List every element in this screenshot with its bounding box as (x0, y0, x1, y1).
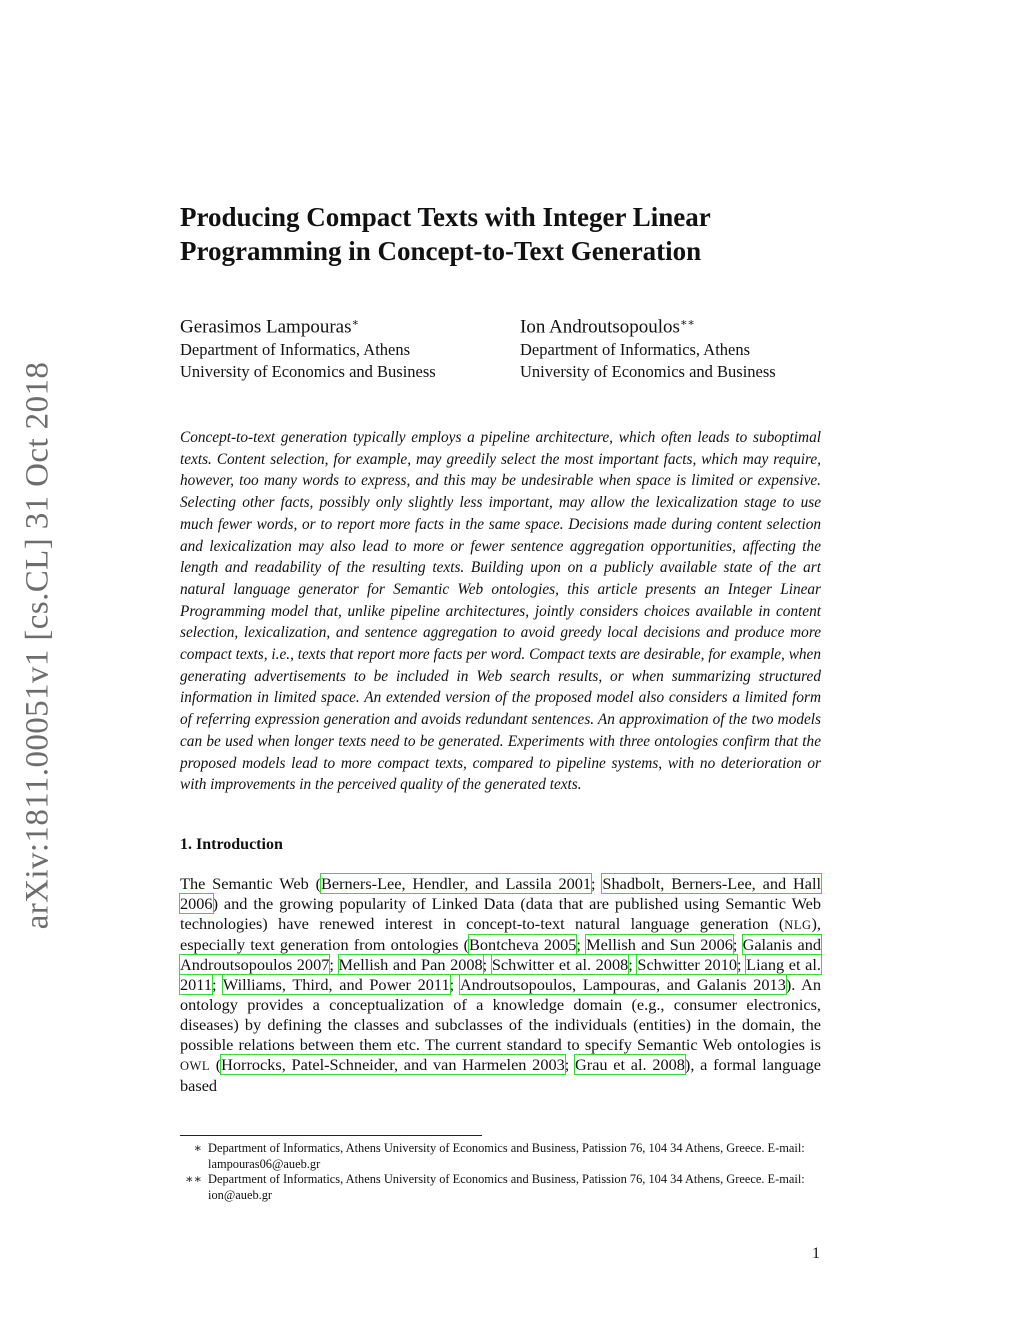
citation-link[interactable]: Androutsopoulos, Lampouras, and Galanis 2013 (459, 975, 786, 994)
author-university: University of Economics and Business (180, 361, 436, 381)
citation-separator: ; (732, 935, 743, 954)
citation-link[interactable]: Grau et al. 2008 (575, 1055, 685, 1074)
footnote (180, 1141, 821, 1172)
author-department: Department of Informatics, Athens (520, 339, 751, 359)
footnote-mark: ∗∗ (185, 1172, 202, 1186)
abstract: Concept-to-text generation typically employs a pipeline architecture, which often leads to suboptimal texts. Content selection, for example, may greedily select the most important facts, which may require, however, too many words to express, and this may be undesirable when space is limited or expensive. Selecting other facts, possibly only slightly less important, may allow the lexicalization stage to use much fewer words, or to report more facts in the same space. Decisions made during content selection and lexicalization may also lead to more or fewer sentence aggregation opportunities, affecting the length and readability of the resulting texts. Building upon on a publicly available state of the art natural language generator for Semantic Web ontologies, this article presents an Integer Linear Programming model that, unlike pipeline architectures, jointly considers choices available in content selection, lexicalization, and sentence aggregation to avoid greedy local decisions and produce more compact texts, i.e., texts that report more facts per word. Compact texts are desirable, for example, when generating advertisements to be included in Web search results, or when summarizing structured information in limited space. An extended version of the proposed model also considers a limited form of referring expression generation and avoids redundant sentences. An approximation of the two models can be used when longer texts need to be generated. Experiments with three ontologies confirm that the proposed models lead to more compact texts, compared to pipeline systems, with no deterioration or with improvements in the perceived quality of the generated texts. (180, 429, 821, 794)
citation-link[interactable]: Liang et al. 2011 (180, 955, 821, 994)
author-block-1 (180, 312, 436, 383)
title-line-2: Programming in Concept-to-Text Generation (180, 236, 702, 266)
author-footnote-mark: ∗ (351, 317, 359, 329)
author-department: Department of Informatics, Athens (180, 339, 411, 359)
citation-link[interactable]: Schwitter et al. 2008 (491, 955, 629, 974)
intro-text: ) and the growing popularity of Linked Data (data that are published using Semantic Web technologies) have renewed interest in concept-to-text natural language generation ( (180, 894, 821, 933)
footnotes (180, 1141, 821, 1203)
author-block-2 (520, 312, 776, 383)
author-university: University of Economics and Business (520, 361, 776, 381)
arxiv-identifier-text: arXiv:1811.00051v1 [cs.CL] 31 Oct 2018 (19, 361, 56, 929)
citation-link[interactable]: Galanis and Androutsopoulos 2007 (180, 935, 821, 974)
footnote-text: Department of Informatics, Athens University of Economics and Business, Patission 76, 104 34 Athens, Greece. E-mail: lampouras06@aueb.gr (208, 1141, 805, 1171)
citation-separator: ; (564, 1055, 576, 1074)
citation-link[interactable]: Williams, Third, and Power 2011 (222, 975, 450, 994)
arxiv-identifier-stamp (8, 355, 68, 935)
citation-link[interactable]: Schwitter 2010 (637, 955, 737, 974)
citation-separator: ; (736, 955, 747, 974)
citation-separator: ; (482, 955, 492, 974)
citation-separator: ; (449, 975, 460, 994)
title-line-1: Producing Compact Texts with Integer Linear (180, 202, 711, 232)
citation-link[interactable]: Bontcheva 2005 (469, 935, 577, 954)
citation-link[interactable]: Mellish and Pan 2008 (338, 955, 483, 974)
citation-link[interactable]: Mellish and Sun 2006 (586, 935, 733, 954)
citation-link[interactable]: Horrocks, Patel-Schneider, and van Harmelen 2003 (221, 1055, 565, 1074)
acronym-owl: OWL (180, 1059, 210, 1073)
intro-text: ( (209, 1055, 222, 1074)
paper-title (180, 200, 820, 268)
section-heading-introduction: 1. Introduction (180, 836, 283, 853)
intro-text: The Semantic Web ( (180, 874, 322, 893)
author-footnote-mark: ∗∗ (679, 317, 695, 329)
citation-separator: ; (211, 975, 223, 994)
introduction-paragraph (180, 874, 821, 1096)
citation-separator: ; (628, 955, 638, 974)
citation-link[interactable]: Berners-Lee, Hendler, and Lassila 2001 (321, 874, 592, 893)
footnote-rule (180, 1135, 482, 1136)
author-name: Gerasimos Lampouras (180, 316, 352, 338)
footnote-mark: ∗ (193, 1141, 202, 1155)
intro-text: ), a formal language based (180, 1055, 821, 1095)
intro-text: ), especially text generation from ontologies ( (180, 914, 821, 954)
citation-separator: ; (576, 935, 587, 954)
citation-separator: ; (329, 955, 339, 974)
footnote (180, 1172, 821, 1203)
citation-link[interactable]: Shadbolt, Berners-Lee, and Hall 2006 (180, 874, 821, 913)
intro-text: ). An ontology provides a conceptualization of a knowledge domain (e.g., consumer electronics, diseases) by defining the classes and subclasses of the individuals (entities) in the domain, the possible relations between them etc. The current standard to specify Semantic Web ontologies is (180, 975, 821, 1054)
page-number: 1 (812, 1245, 820, 1262)
citation-separator: ; (591, 874, 603, 893)
footnote-text: Department of Informatics, Athens University of Economics and Business, Patission 76, 104 34 Athens, Greece. E-mail: ion@aueb.gr (208, 1172, 805, 1202)
author-name: Ion Androutsopoulos (520, 316, 680, 338)
acronym-nlg: NLG (784, 918, 812, 932)
